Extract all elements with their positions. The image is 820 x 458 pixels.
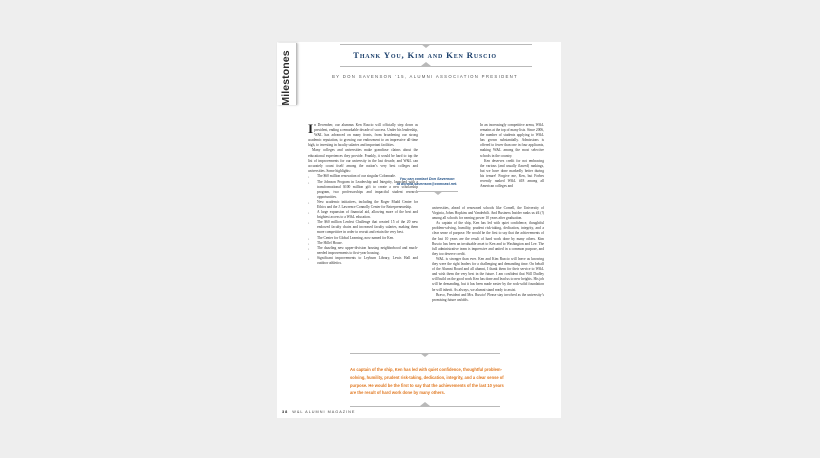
- title-rule-top: [340, 44, 532, 45]
- magazine-name: W&L ALUMNI MAGAZINE: [292, 410, 356, 414]
- paragraph: In December, our alumnus Ken Ruscio will officially step down as president, ending a remarkable decade of success. Under his leadership, W&L has advanced on many fronts, from broadening our strong academic reputation, to growing our endowment to an impressive all-time high, to investing in faculty salaries and important facilities.: [308, 121, 418, 148]
- title-rule-bottom: [340, 66, 532, 67]
- section-tab-label-wrap: [276, 50, 296, 106]
- page-number: 38: [282, 410, 289, 414]
- column-right-lower: [432, 206, 544, 303]
- title-ornament-bottom: [421, 62, 431, 66]
- list-item: › A large expansion of financial aid, allowing more of the best and brightest access to a W&L education.: [308, 210, 418, 220]
- list-item: › The Center for Global Learning, now named for Ken.: [308, 236, 418, 241]
- list-item: › The $60 million renovation of our singular Colonnade.: [308, 174, 418, 179]
- column-left: [308, 123, 418, 266]
- contact-line-1: You can contact Don Savenson: [399, 177, 455, 181]
- page-footer: [282, 410, 355, 414]
- section-tab-label: Milestones: [280, 50, 292, 106]
- paragraph: In an increasingly competitive arena, W&L remains at the top of many lists. Since 2006, the number of students applying to W&L has grown substantially. Admissions is offered to fewer than one in four applicants, making W&L among the most selective schools in the country.: [480, 123, 544, 158]
- quote-ornament-top: [420, 353, 430, 357]
- paragraph: Ken deserves credit for not embracing the various (and usually flawed) rankings, but we have done markedly better during his tenure! Forgive me, Ken, but Forbes recently ranked W&L #18 among all American colleges and: [480, 158, 544, 189]
- paragraph: W&L is stronger than ever. Ken and Kim Ruscio will leave us knowing they were the right leaders for a challenging and demanding time. On behalf of the Alumni Board and all alumni, I thank them for their service to W&L and wish them the very best in the future. I am confident that Will Dudley will build on the good work Ken has done and lead us to new heights. His job will be demanding, but it has been made easier by the rock-solid foundation he will inherit. As always, we alumni stand ready to assist.: [432, 256, 544, 292]
- paragraph: universities, ahead of renowned schools like Cornell, the University of Virginia, Johns Hopkins and Vanderbilt. And Business Insider ranks us #4 (!) among all schools for earning power 10 years after graduation.: [432, 206, 544, 221]
- list-item: › The dazzling new upper-division housing neighborhood and much-needed improvements to first-year housing.: [308, 246, 418, 256]
- paragraph: Many colleges and universities make grandiose claims about the educational experiences they provide. Frankly, it would be hard to top the list of improvements for our university in the last decade, and W&L can accurately count itself among the nation’s very best colleges and universities. Some highlights:: [308, 148, 418, 173]
- highlights-list: [308, 174, 418, 266]
- article-title: Thank You, Kim and Ken Ruscio: [353, 50, 497, 60]
- paragraph: Bravo, President and Mrs. Ruscio! Please stay involved as the university’s promising future unfolds.: [432, 292, 544, 302]
- middle-ornament: [433, 191, 443, 195]
- pull-quote: As captain of the ship, Ken has led with quiet confidence, thoughtful problem-solving, humility, prudent risk-taking, dedication, integrity, and a clear sense of purpose. He would be the first to say that the achievements of the last 10 years are the result of hard work done by many others.: [350, 367, 504, 396]
- list-item: › The Johnson Program in Leadership and Integrity, launched with a transformational $100 million gift to create a new scholarship program, two professorships and impactful student research opportunities.: [308, 180, 418, 200]
- paragraph: As captain of the ship, Ken has led with quiet confidence, thoughtful problem-solving, humility, prudent risk-taking, dedication, integrity, and a clear sense of purpose. He would be the first to say that the achievements of the last 10 years are the result of hard work done by many others. Kim Ruscio has been an invaluable asset to Ken and to Washington and Lee. The full administrative team is impressive and united in a common purpose, and they too deserve credit.: [432, 221, 544, 256]
- column-right-upper: [480, 123, 544, 189]
- list-item: › The Hillel House.: [308, 241, 418, 246]
- article-byline: BY DON SAVENSON ’15, ALUMNI ASSOCIATION PRESIDENT: [332, 74, 518, 79]
- contact-note: [392, 177, 462, 186]
- contact-email-link[interactable]: at donald.savenson@comcast.net.: [396, 181, 458, 186]
- drop-cap: I: [308, 121, 314, 136]
- quote-rule-bottom: [350, 406, 500, 407]
- list-item: › Significant improvements to Leyburn Library, Lewis Hall and outdoor athletics.: [308, 256, 418, 266]
- list-item: › New academic initiatives, including the Roger Mudd Center for Ethics and the J. Lawrence Connolly Center for Entrepreneurship.: [308, 200, 418, 210]
- quote-ornament-bottom: [420, 402, 430, 406]
- title-ornament-top: [421, 44, 431, 48]
- list-item: › The $60 million Lenfest Challenge that created 15 of the 20 new endowed faculty chairs and increased faculty salaries, making them more competitive in order to recruit and retain the very best.: [308, 220, 418, 235]
